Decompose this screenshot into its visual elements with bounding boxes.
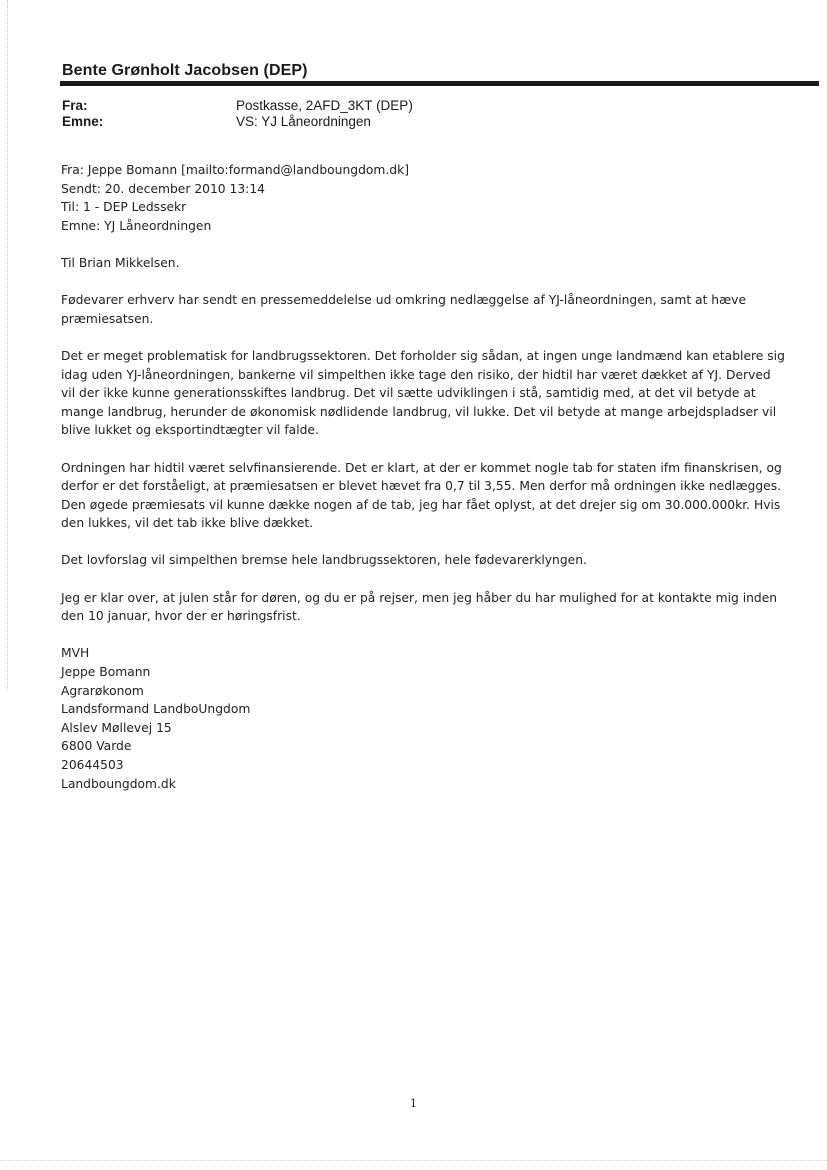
signature-phone: 20644503 (61, 758, 124, 772)
paragraph-line: Fødevarer erhverv har sendt en pressemeddelelse ud omkring nedlæggelse af YJ-låneordningen, samt at hæve (61, 293, 747, 308)
paragraph-line: den lukkes, vil det tab ikke blive dækket. (61, 516, 314, 531)
signature-website: Landboungdom.dk (61, 776, 176, 791)
paragraph-line: Det lovforslag vil simpelthen bremse hele landbrugssektoren, hele fødevarerklyngen. (61, 553, 587, 568)
paragraph-line: vil der ikke kunne generationsskiftes landbrug. Det vil sætte udviklingen i stå, samtidig med, at det vil betyde at (61, 386, 756, 401)
subject-value: VS: YJ Låneordningen (236, 114, 371, 129)
greeting-text: Til Brian Mikkelsen. (61, 255, 180, 270)
forwarded-from: Fra: Jeppe Bomann [mailto:formand@landboungdom.dk] (61, 163, 410, 177)
forwarded-sent: Sendt: 20. december 2010 13:14 (61, 181, 265, 196)
paragraph-line: mange landbrug, herunder de økonomisk nødlidende landbrug, vil lukke. Det vil betyde at mange arbejdspladser vil (61, 404, 777, 419)
signature-street: Alslev Møllevej 15 (61, 720, 172, 735)
signature-role: Landsformand LandboUngdom (61, 702, 251, 717)
signature-title: Agrarøkonom (61, 683, 144, 698)
from-value: Postkasse, 2AFD_3KT (DEP) (236, 98, 413, 113)
signature-closing: MVH (61, 646, 90, 661)
paragraph-line: Jeg er klar over, at julen står for døren, og du er på rejser, men jeg håber du har mulighed for at kontakte mig inden (61, 590, 778, 605)
subject-label: Emne: (62, 114, 104, 129)
paragraph-2 (61, 347, 791, 440)
paragraph-line: Den øgede præmiesats vil kunne dække nogen af de tab, jeg har fået oplyst, at det drejer sig om 30.000.000kr. Hvis (61, 497, 781, 512)
from-label: Fra: (62, 98, 88, 113)
forwarded-subject: Emne: YJ Låneordningen (61, 218, 212, 233)
paragraph-line: præmiesatsen. (61, 311, 154, 326)
greeting (61, 254, 791, 273)
paragraph-5 (61, 589, 791, 626)
paragraph-line: Ordningen har hidtil været selvfinansierende. Det er klart, at der er kommet nogle tab for staten ifm finanskrisen, og (61, 460, 782, 475)
signature-city: 6800 Varde (61, 739, 132, 754)
scan-margin-line (7, 0, 8, 690)
paragraph-3 (61, 459, 791, 533)
signature-name: Jeppe Bomann (61, 665, 151, 680)
paragraph-4 (61, 551, 791, 570)
paragraph-line: den 10 januar, hvor der er høringsfrist. (61, 609, 301, 624)
sender-name: Bente Grønholt Jacobsen (DEP) (62, 62, 308, 79)
page-number: 1 (410, 1097, 417, 1110)
email-body (61, 161, 791, 812)
scan-bottom-line (0, 1160, 827, 1161)
paragraph-line: idag uden YJ-låneordningen, bankerne vil simpelthen ikke tage den risiko, der hidtil har været dækket af YJ. Derved (61, 367, 771, 382)
paragraph-line: derfor er det forståeligt, at præmiesatsen er blevet hævet fra 0,7 til 3,55. Men derfor må ordningen ikke nedlægges. (61, 479, 782, 494)
paragraph-line: Det er meget problematisk for landbrugssektoren. Det forholder sig sådan, at ingen unge landmænd kan etablere sig (61, 348, 785, 363)
header-rule (60, 81, 819, 86)
paragraph-1 (61, 291, 791, 328)
forwarded-header (61, 161, 791, 235)
paragraph-line: blive lukket og eksportindtægter vil falde. (61, 423, 319, 438)
signature-block (61, 644, 791, 793)
forwarded-to: Til: 1 - DEP Ledssekr (61, 200, 187, 215)
